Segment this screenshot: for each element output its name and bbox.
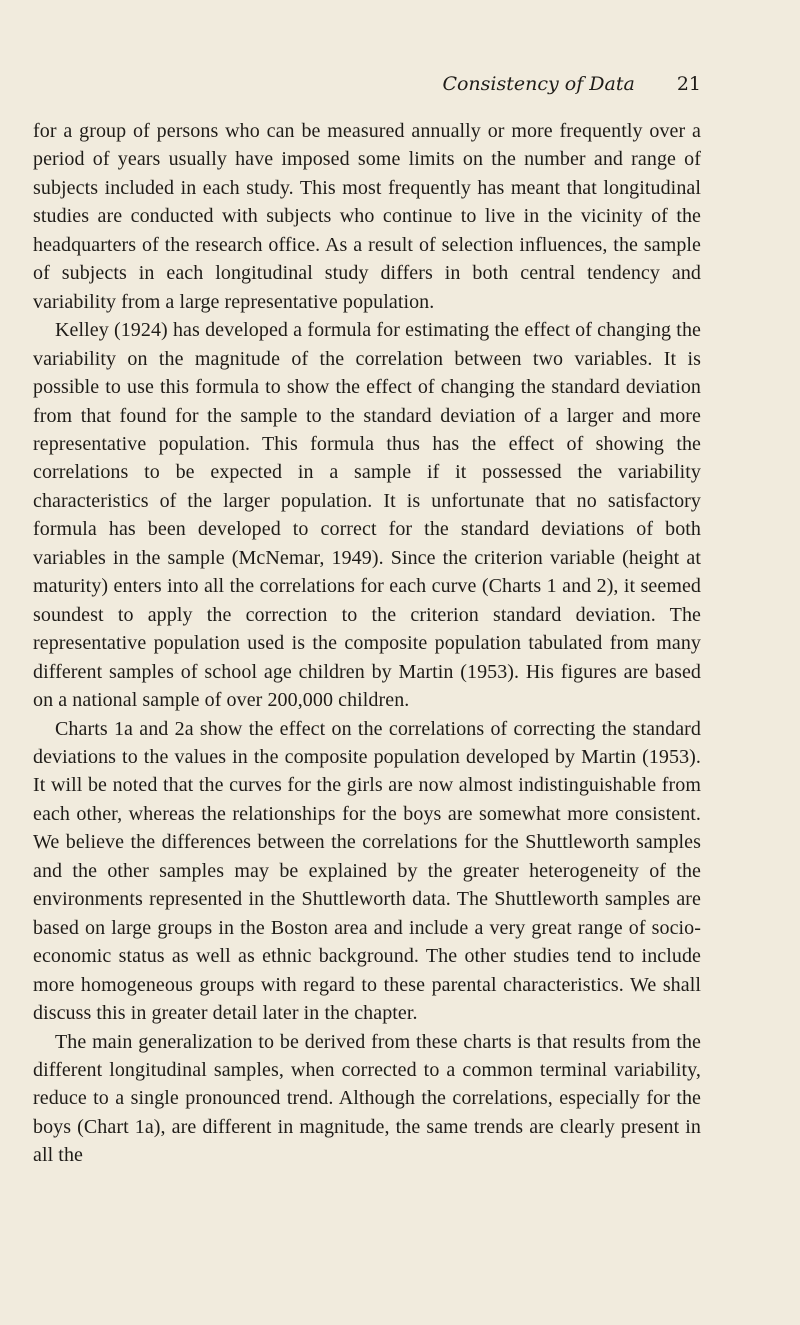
- paragraph-charts-1a-2a: Charts 1a and 2a show the effect on the correlations of correcting the standard deviations to the values in the composite population developed by Martin (1953). It will be noted that the curves for the girls are now almost indistinguishable from each other, whereas the relationships for the boys are somewhat more consistent. We believe the differences between the correlations for the Shuttleworth samples and the other samples may be explained by the greater heterogeneity of the environments represented in the Shuttleworth data. The Shuttleworth samples are based on large groups in the Boston area and include a very great range of socio-economic status as well as ethnic background. The other studies tend to include more homogeneous groups with regard to these parental characteristics. We shall discuss this in greater detail later in the chapter.: [33, 717, 701, 1025]
- paragraph-main-generalization: The main generalization to be derived from these charts is that results from the different longitudinal samples, when corrected to a common terminal variability, reduce to a single pronounced trend. Although the correlations, especially for the boys (Chart 1a), are different in magnitude, the same trends are clearly present in all the: [33, 1030, 701, 1167]
- page-number: 21: [676, 73, 701, 95]
- paragraph-continuation: for a group of persons who can be measured annually or more frequently over a period of years usually have imposed some limits on the number and range of subjects included in each study. This most frequently has meant that longitudinal studies are conducted with subjects who continue to live in the vicinity of the headquarters of the research office. As a result of selection influences, the sample of subjects in each longitudinal study differs in both central tendency and variability from a large representative population.: [33, 120, 701, 313]
- running-title: Consistency of Data: [442, 73, 635, 95]
- paragraph-kelley-formula: Kelley (1924) has developed a formula for estimating the effect of changing the variability on the magnitude of the correlation between two variables. It is possible to use this formula to show the effect of changing the standard deviation from that found for the sample to the standard deviation of a larger and more representative population. This formula thus has the effect of showing the correlations to be expected in a sample if it possessed the variability characteristics of the larger population. It is unfortunate that no satisfactory formula has been developed to correct for the standard deviations of both variables in the sample (McNemar, 1949). Since the criterion variable (height at maturity) enters into all the correlations for each curve (Charts 1 and 2), it seemed soundest to apply the correction to the criterion standard deviation. The representative population used is the composite population tabulated from many different samples of school age children by Martin (1953). His figures are based on a national sample of over 200,000 children.: [33, 319, 701, 712]
- running-header: [442, 70, 701, 98]
- body-text: [33, 117, 701, 1170]
